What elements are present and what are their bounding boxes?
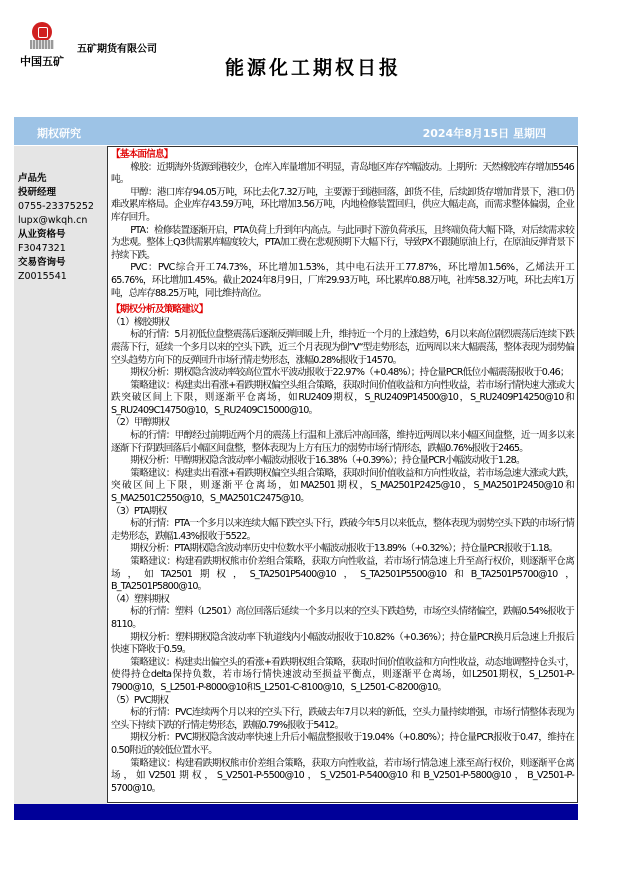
consult-label: 交易咨询号	[18, 257, 66, 268]
section-paragraph: 标的行情：PTA一个多月以来连续大幅下跌空头下行，跌破今年5月以来低点，整体表现为弱势空头下跌的市场行情走势形态，跌幅1.43%报收于5522。	[111, 518, 574, 542]
section-title: （4）塑料期权	[111, 593, 170, 605]
logo-text: 中国五矿	[20, 55, 64, 68]
section-banner	[14, 117, 578, 145]
license-label: 从业资格号	[18, 229, 66, 240]
analyst-role: 投研经理	[18, 187, 57, 198]
banner-section: 期权研究	[37, 127, 81, 140]
license-number: F3047321	[18, 243, 66, 254]
report-title: 能源化工期权日报	[224, 57, 401, 79]
section-paragraph: 策略建议：构建看跌期权熊市价差组合策略，获取方向性收益，若市场行情急速上涨至高行权价，则逐渐平仓离场，如V2501期权，S_V2501-P-5500@10，S_V2501-P-5400@10和B_V2501-P-5800@10，B_V2501-P-5700@10。	[111, 757, 574, 794]
strategy-heading: 【期权分析及策略建议】	[111, 304, 208, 316]
consult-number: Z0015541	[18, 271, 67, 282]
section-paragraph: 期权分析：期权隐含波动率较高位置水平波动报收于22.97%（+0.48%）；持仓量PCR低位小幅震荡报收于0.46；	[130, 367, 569, 379]
banner-date: 2024年8月15日 星期四	[422, 127, 546, 140]
company-name: 五矿期货有限公司	[77, 44, 157, 55]
section-paragraph: 期权分析：塑料期权隐含波动率下轨道线内小幅波动报收于10.82%（+0.36%）；持仓量PCR换月后急速上升报后快速下降收于0.59。	[111, 631, 574, 656]
section-paragraph: 标的行情：5月初低位盘整震荡后逐渐反弹回暖上升，维持近一个月的上涨趋势，6月以来高位剧烈震荡后连续下跌震荡下行，延续一个多月以来的空头下跌，近三个月表现为倒”V“型走势形态，近两周以来大幅震荡，整体表现为弱势偏空头趋势方向下的反弹回升市场行情走势形态，涨幅0.28%报收于14570。	[111, 329, 574, 366]
analyst-sidebar	[14, 146, 107, 804]
section-title: （5）PVC期权	[111, 694, 169, 706]
section-paragraph: 标的行情：PVC连续两个月以来的空头下行，跌破去年7月以来的新低，空头力量持续增强，市场行情整体表现为空头下持续下跌的行情走势形态，跌幅0.79%报收于5412。	[111, 707, 574, 731]
section-paragraph: 策略建议：构建卖出偏空头的看涨+看跌期权组合策略，获取时间价值收益和方向性收益，动态地调整持仓头寸，使得持仓delta保持负数，若市场行情快速波动至损益平衡点，则逐渐平仓离场，如L2501期权，S_L2501-P-7900@10，S_L2501-P-8000@10和S_L2501-C-8100@10，S_L2501-C-8200@10。	[111, 656, 574, 693]
paragraph-pta: PTA：检修装置逐渐开启，PTA负荷上升到年内高点。与此同时下游负荷承压，且终端负荷大幅下降，对后续需求较为悲观。整体上Q3供需累库幅度较大，PTA加工费在悲观预期下大幅下行，导致PX不跟随原油上行，在原油反弹背景下持续下跌。	[111, 224, 574, 261]
analyst-name: 卢品先	[18, 173, 47, 184]
section-paragraph: 期权分析：甲醇期权隐含波动率小幅波动报收于16.38%（+0.39%）；持仓量PCR小幅波动收于1.28。	[130, 455, 525, 467]
analyst-phone: 0755-23375252	[18, 201, 94, 212]
paragraph-methanol: 甲醇：港口库存94.05万吨，环比去化7.32万吨，主要源于到港回落，卸货不佳，后续卸货存增加背景下，港口仍难改累库格局。企业库存43.59万吨，环比增加3.56万吨，内地检修装置回归，供应大幅走高，而需求整体偏弱，企业库存回升。	[111, 186, 574, 223]
section-title: （1）橡胶期权	[111, 316, 170, 328]
report-body	[107, 146, 578, 803]
section-paragraph: 期权分析：PVC期权隐含波动率快速上升后小幅盘整报收于19.04%（+0.80%）；持仓量PCR报收于0.47，维持在0.50附近的较低位置水平。	[111, 732, 574, 756]
fundamentals-heading: 【基本面信息】	[111, 149, 173, 160]
analyst-email[interactable]: lupx@wkqh.cn	[18, 215, 88, 226]
emblem-icon	[30, 22, 54, 50]
footer-bar	[14, 804, 578, 820]
section-paragraph: 策略建议：构建卖出看涨+看跌期权偏空头组合策略，获取时间价值收益和方向性收益，若市场急速大涨或大跌，突破区间上下限，则逐渐平仓离场，如MA2501期权，S_MA2501P2425@10，S_MA2501P2450@10和S_MA2501C2550@10，S_MA2501C2475@10。	[111, 467, 574, 505]
section-paragraph: 期权分析：PTA期权隐含波动率历史中位数水平小幅波动报收于13.89%（+0.32%）；持仓量PCR报收于1.18。	[130, 543, 558, 555]
section-title: （2）甲醇期权	[111, 417, 170, 429]
section-paragraph: 标的行情：塑料（L2501）高位回落后延续一个多月以来的空头下跌趋势，市场空头情绪偏空，跌幅0.54%报收于8110。	[111, 606, 574, 630]
section-paragraph: 标的行情：甲醇经过前期近两个月的震荡上行温和上涨后冲高回落，维持近两周以来小幅区间盘整，近一周多以来逐渐下行阴跌回落后小幅区间盘整，整体表现为上方有压力的弱势市场行情形态，跌幅0.76%报收于2465。	[111, 430, 574, 454]
section-title: （3）PTA期权	[111, 505, 167, 517]
section-paragraph: 策略建议：构建卖出看涨+看跌期权偏空头组合策略，获取时间价值收益和方向性收益，若市场行情快速大涨或大跌突破区间上下限，则逐渐平仓离场，如RU2409期权，S_RU2409P14500@10，S_RU2409P14250@10和S_RU2409C14750@10，S_RU2409C15000@10。	[111, 379, 574, 416]
paragraph-rubber: 橡胶：近期海外货源到港较少，仓库入库量增加不明显，青岛地区库存窄幅波动。上期所：天然橡胶库存增加5546吨。	[111, 161, 574, 186]
section-paragraph: 策略建议：构建看跌期权熊市价差组合策略，获取方向性收益，若市场行情急速上升至高行权价，则逐渐平仓离场，如TA2501期权，S_TA2501P5400@10，S_TA2501P5500@10和B_TA2501P5700@10，B_TA2501P5800@10。	[111, 556, 574, 593]
paragraph-pvc: PVC：PVC综合开工74.73%，环比增加1.53%，其中电石法开工77.87%，环比增加1.56%，乙烯法开工65.76%，环比增加1.45%。截止2024年8月9日，厂库29.93万吨，环比累库0.88万吨，社库58.32万吨，环比去库1万吨，总库存88.25万吨，同比维持高位。	[111, 262, 574, 299]
